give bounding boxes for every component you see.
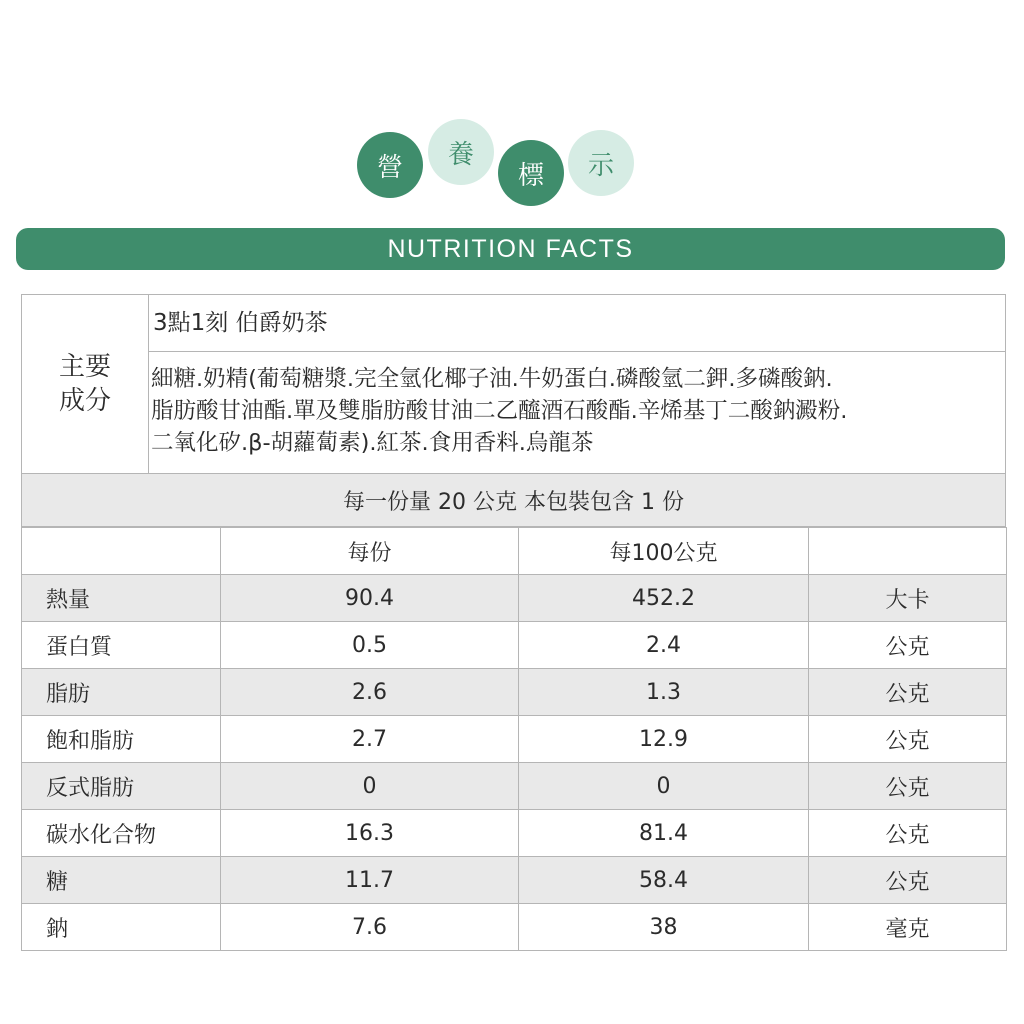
table-row bbox=[22, 810, 1007, 857]
table-row bbox=[22, 575, 1007, 622]
badge-shi: 示 bbox=[568, 130, 634, 196]
nutrient-name: 反式脂肪 bbox=[22, 763, 221, 810]
unit: 公克 bbox=[809, 763, 1007, 810]
per-serving-value: 2.6 bbox=[221, 669, 519, 716]
per-100g-value: 38 bbox=[519, 904, 809, 951]
per-serving-value: 90.4 bbox=[221, 575, 519, 622]
unit: 公克 bbox=[809, 622, 1007, 669]
per-100g-value: 0 bbox=[519, 763, 809, 810]
ingredients-label-line2: 成分 bbox=[58, 386, 111, 416]
nutrient-name: 飽和脂肪 bbox=[22, 716, 221, 763]
nutrient-name: 熱量 bbox=[22, 575, 221, 622]
unit: 大卡 bbox=[809, 575, 1007, 622]
nutrient-name: 糖 bbox=[22, 857, 221, 904]
header-cell-unit bbox=[809, 528, 1007, 575]
header-cell-name bbox=[22, 528, 221, 575]
table-row bbox=[22, 904, 1007, 951]
badge-biao: 標 bbox=[498, 140, 564, 206]
table-row bbox=[22, 857, 1007, 904]
header-cell-per-serving: 每份 bbox=[221, 528, 519, 575]
per-100g-value: 58.4 bbox=[519, 857, 809, 904]
unit: 公克 bbox=[809, 716, 1007, 763]
serving-info: 每一份量 20 公克 本包裝包含 1 份 bbox=[21, 473, 1006, 527]
per-100g-value: 81.4 bbox=[519, 810, 809, 857]
nutrient-name: 鈉 bbox=[22, 904, 221, 951]
unit: 公克 bbox=[809, 857, 1007, 904]
ingredients-label-line1: 主要 bbox=[58, 352, 111, 382]
nutrition-table bbox=[21, 527, 1007, 951]
per-serving-value: 0 bbox=[221, 763, 519, 810]
per-100g-value: 452.2 bbox=[519, 575, 809, 622]
unit: 公克 bbox=[809, 669, 1007, 716]
per-serving-value: 7.6 bbox=[221, 904, 519, 951]
nutrient-name: 脂肪 bbox=[22, 669, 221, 716]
table-row bbox=[22, 669, 1007, 716]
ingredients-list: 細糖.奶精(葡萄糖漿.完全氫化椰子油.牛奶蛋白.磷酸氫二鉀.多磷酸鈉. 脂肪酸甘油酯.單及雙脂肪酸甘油二乙醯酒石酸酯.辛烯基丁二酸鈉澱粉. 二氧化矽.β-胡蘿蔔素).紅茶.食用香料.烏龍茶 bbox=[151, 366, 848, 456]
badge-ying: 營 bbox=[357, 132, 423, 198]
table-row bbox=[22, 622, 1007, 669]
table-row bbox=[22, 716, 1007, 763]
header-cell-per-100g: 每100公克 bbox=[519, 528, 809, 575]
product-name: 3點1刻 伯爵奶茶 bbox=[149, 295, 1005, 352]
unit: 公克 bbox=[809, 810, 1007, 857]
badge-yang: 養 bbox=[428, 119, 494, 185]
nutrient-name: 蛋白質 bbox=[22, 622, 221, 669]
per-serving-value: 16.3 bbox=[221, 810, 519, 857]
ingredients-label bbox=[22, 295, 149, 473]
per-100g-value: 12.9 bbox=[519, 716, 809, 763]
per-serving-value: 2.7 bbox=[221, 716, 519, 763]
table-header-row bbox=[22, 528, 1007, 575]
nutrient-name: 碳水化合物 bbox=[22, 810, 221, 857]
per-100g-value: 2.4 bbox=[519, 622, 809, 669]
table-row bbox=[22, 763, 1007, 810]
per-100g-value: 1.3 bbox=[519, 669, 809, 716]
unit: 毫克 bbox=[809, 904, 1007, 951]
per-serving-value: 0.5 bbox=[221, 622, 519, 669]
nutrition-facts-banner: NUTRITION FACTS bbox=[16, 228, 1005, 270]
ingredients-section bbox=[21, 294, 1006, 474]
per-serving-value: 11.7 bbox=[221, 857, 519, 904]
